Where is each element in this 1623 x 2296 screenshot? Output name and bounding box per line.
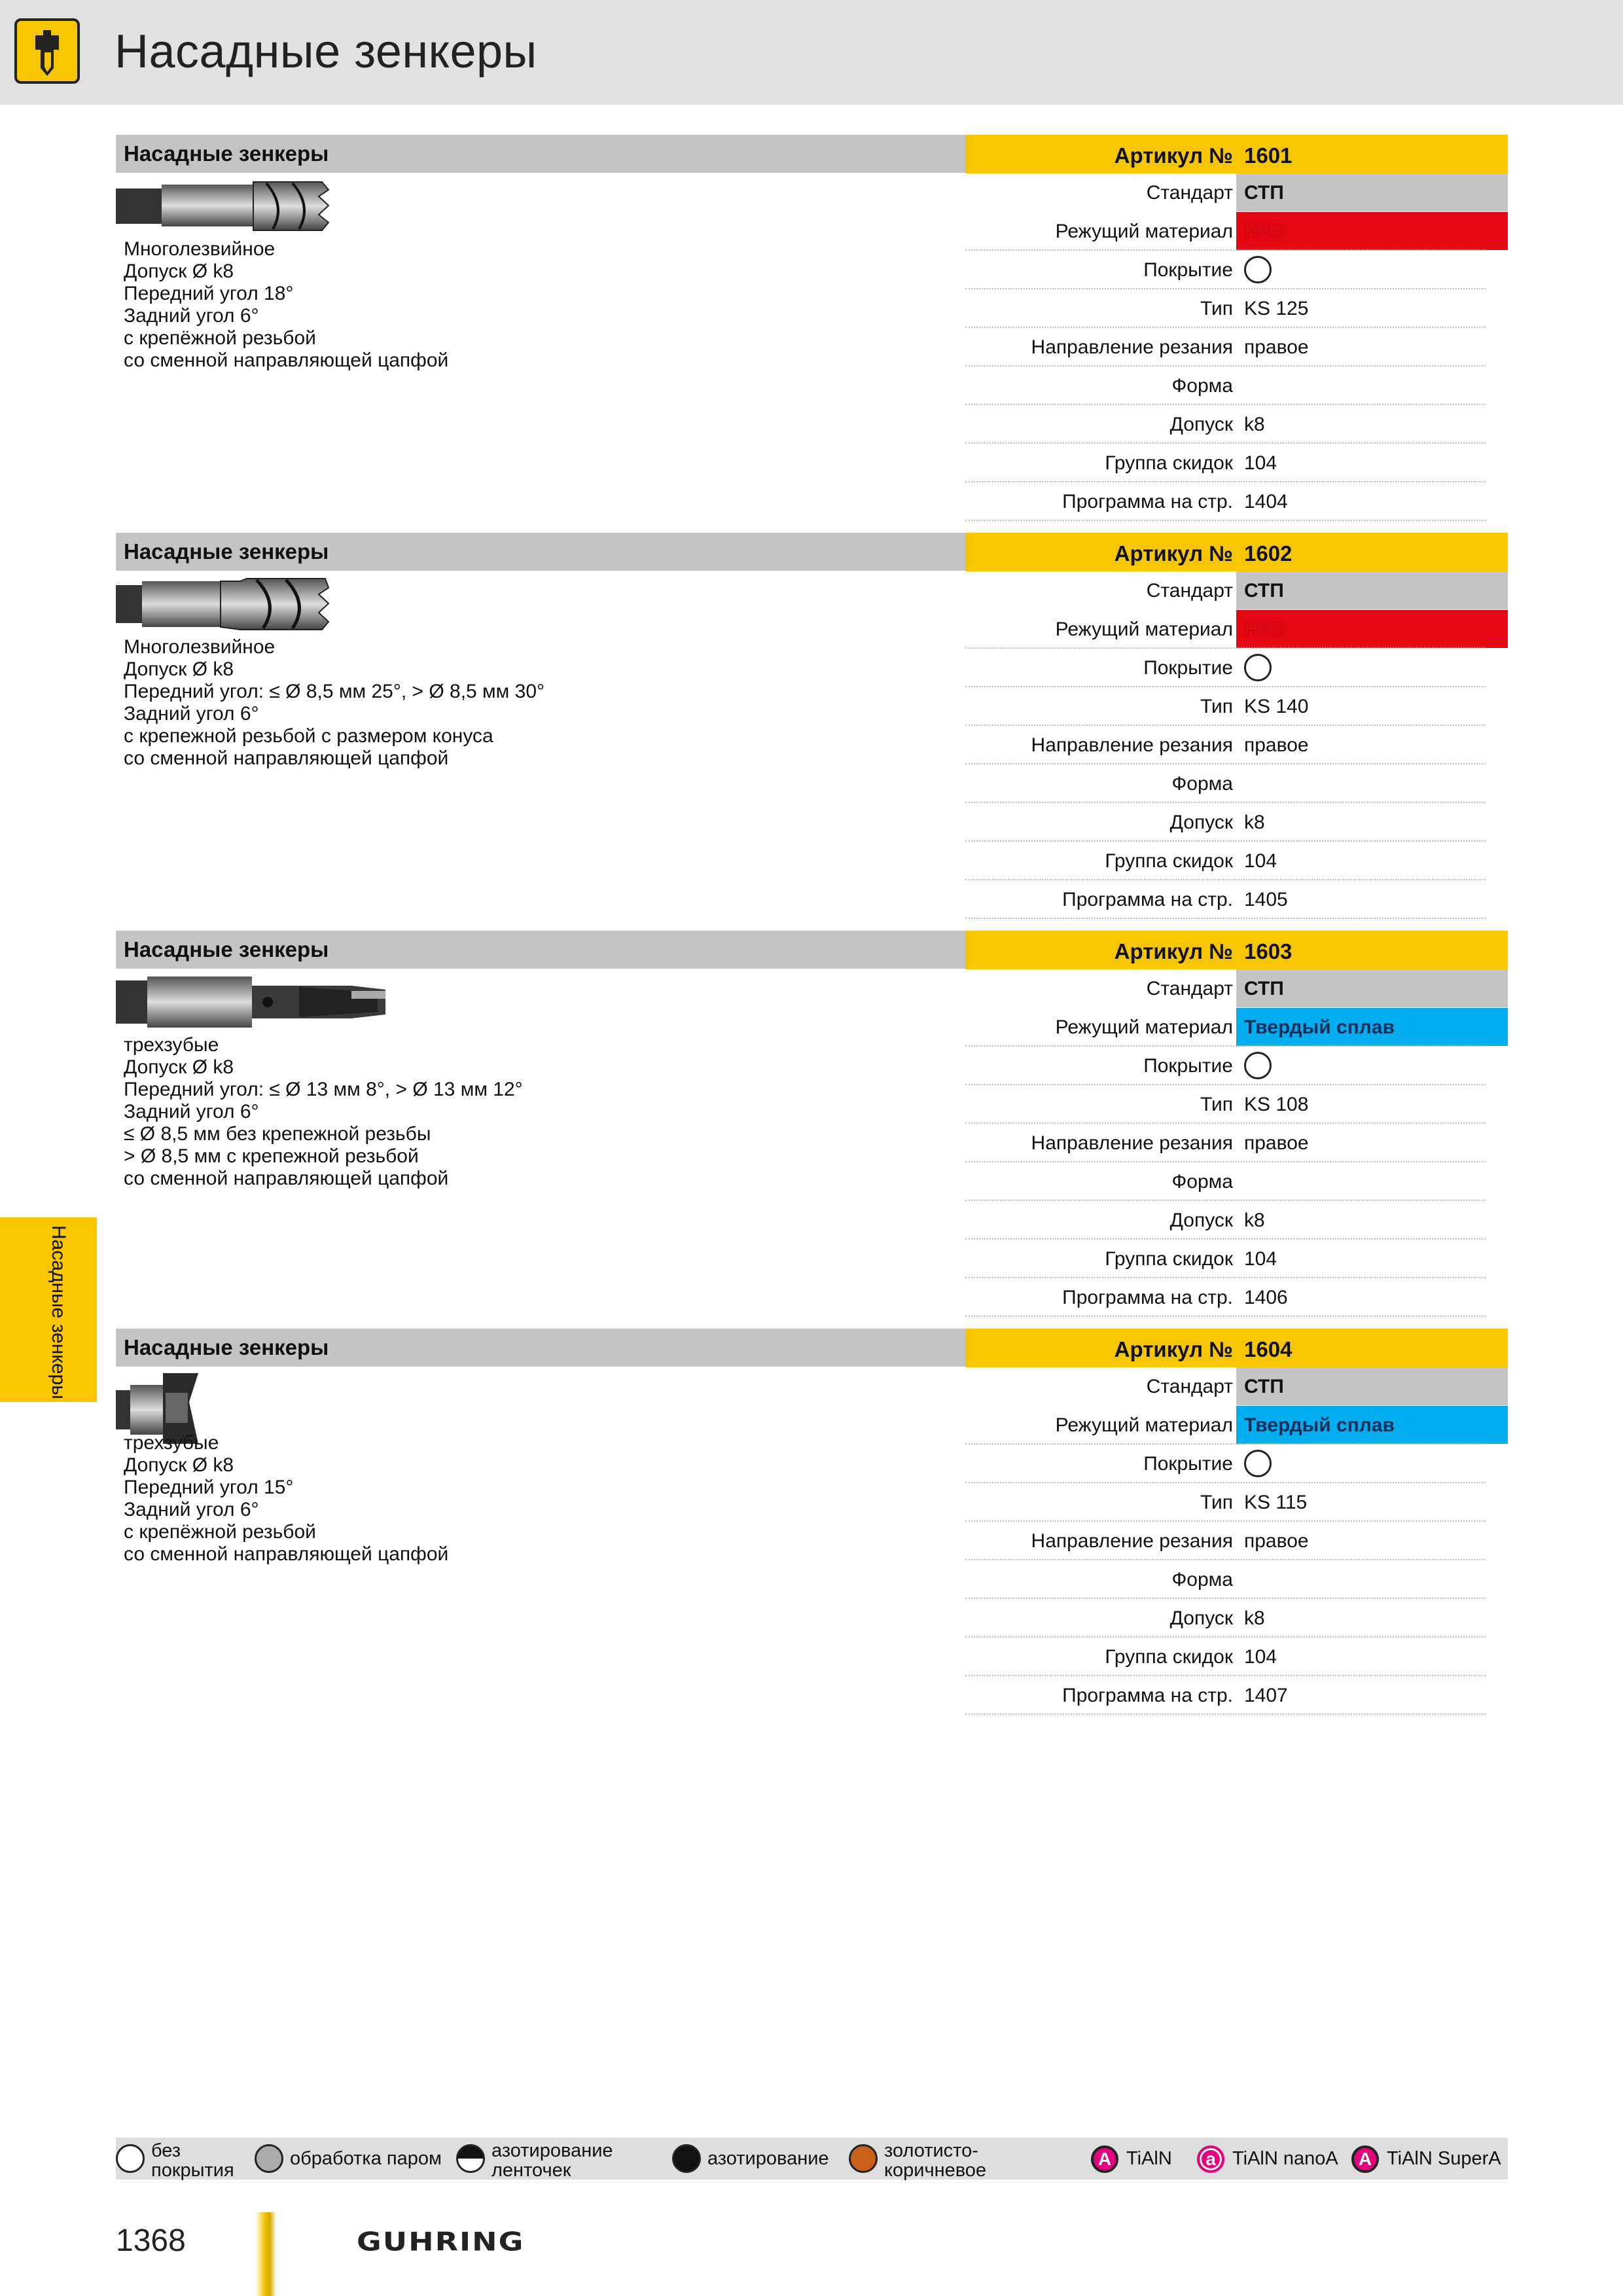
tialn-badge-icon: A — [1091, 2145, 1118, 2173]
spec-table — [965, 135, 1508, 521]
spec-label: Допуск — [1169, 812, 1233, 833]
spec-value — [1236, 1560, 1508, 1598]
program-page-link[interactable]: 1406 — [1244, 1287, 1288, 1308]
desc-line: Допуск Ø k8 — [124, 1056, 234, 1078]
product-description — [124, 238, 448, 372]
spec-label: Стандарт — [1146, 978, 1233, 999]
legend-label: азотирование — [707, 2148, 829, 2169]
spec-value — [1236, 649, 1508, 687]
countersink-logo-icon — [14, 18, 80, 84]
desc-line: Допуск Ø k8 — [124, 658, 234, 680]
spec-row-material — [965, 1008, 1508, 1047]
spec-value — [1236, 1444, 1508, 1482]
spec-value: СТП — [1236, 571, 1508, 609]
section-heading-bar — [116, 1329, 965, 1367]
spec-row-type — [965, 1483, 1508, 1522]
spec-label: Стандарт — [1146, 580, 1233, 601]
desc-line: Передний угол 15° — [124, 1477, 294, 1498]
spec-label: Форма — [1171, 773, 1233, 795]
spec-label: Артикул № — [1114, 1337, 1233, 1361]
desc-line: со сменной направляющей цапфой — [124, 747, 449, 769]
spec-row-article — [965, 135, 1508, 173]
page-header — [0, 0, 1623, 105]
spec-row-form — [965, 764, 1508, 803]
spec-label: Программа на стр. — [1062, 491, 1233, 512]
spec-value: KS 115 — [1244, 1492, 1308, 1513]
spec-row-form — [965, 367, 1508, 405]
desc-line: с крепёжной резьбой — [124, 1521, 316, 1543]
spec-row-material — [965, 610, 1508, 649]
spec-value: k8 — [1244, 812, 1265, 833]
spec-row-type — [965, 289, 1508, 328]
spec-row-tolerance — [965, 803, 1508, 842]
spec-value: 104 — [1244, 452, 1277, 474]
spec-label: Программа на стр. — [1062, 1287, 1233, 1308]
spec-row-standard — [965, 969, 1508, 1008]
desc-line: Многолезвийное — [124, 636, 276, 658]
spec-row-standard — [965, 571, 1508, 610]
spec-value: правое — [1244, 734, 1309, 756]
product-description — [124, 1034, 523, 1190]
desc-line: Допуск Ø k8 — [124, 1454, 234, 1476]
filled-circle-icon — [672, 2144, 701, 2173]
spec-label: Артикул № — [1114, 143, 1233, 168]
spec-label: Тип — [1200, 696, 1233, 717]
countersink-tool-image — [116, 575, 332, 634]
section-heading-bar — [116, 533, 965, 571]
spec-row-article — [965, 1329, 1508, 1367]
material-badge: HSS — [1236, 610, 1508, 648]
section-heading-bar — [116, 135, 965, 173]
half-filled-circle-icon — [456, 2144, 485, 2173]
legend-label: коричневое — [884, 2160, 987, 2181]
countersink-tool-image — [116, 973, 391, 1031]
spec-label: Покрытие — [1143, 1055, 1233, 1077]
spec-value: правое — [1244, 336, 1309, 358]
uncoated-circle-icon — [116, 2144, 145, 2173]
spec-row-article — [965, 533, 1508, 571]
spec-label: Допуск — [1169, 1607, 1233, 1629]
spec-label: Направление резания — [1031, 1530, 1233, 1552]
desc-line: Задний угол 6° — [124, 1499, 259, 1520]
spec-row-material — [965, 212, 1508, 251]
spec-label: Допуск — [1169, 1210, 1233, 1231]
product-section-1601 — [116, 135, 1508, 534]
desc-line: Передний угол 18° — [124, 283, 294, 304]
article-number[interactable]: 1604 — [1244, 1337, 1293, 1361]
uncoated-circle-icon — [1244, 654, 1272, 681]
spec-row-tolerance — [965, 1201, 1508, 1240]
section-heading: Насадные зенкеры — [124, 141, 329, 166]
desc-line: трехзубые — [124, 1432, 219, 1454]
spec-value: k8 — [1244, 1210, 1265, 1231]
legend-label: TiAlN nanoA — [1232, 2148, 1338, 2169]
legend-label: ленточек — [491, 2160, 571, 2181]
spec-label: Программа на стр. — [1062, 1685, 1233, 1706]
article-number[interactable]: 1602 — [1244, 541, 1293, 565]
spec-row-coating — [965, 1047, 1508, 1085]
desc-line: со сменной направляющей цапфой — [124, 350, 449, 371]
spec-row-material — [965, 1406, 1508, 1444]
desc-line: со сменной направляющей цапфой — [124, 1543, 449, 1565]
spec-label: Допуск — [1169, 414, 1233, 435]
spec-label: Режущий материал — [1055, 1016, 1233, 1038]
desc-line: Задний угол 6° — [124, 703, 259, 725]
desc-line: Допуск Ø k8 — [124, 260, 234, 282]
spec-value — [1236, 1047, 1508, 1085]
spec-row-type — [965, 1085, 1508, 1124]
page-title: Насадные зенкеры — [115, 26, 537, 78]
spec-label: Артикул № — [1114, 541, 1233, 565]
spec-row-type — [965, 687, 1508, 726]
desc-line: Передний угол: ≤ Ø 8,5 мм 25°, > Ø 8,5 мм 30° — [124, 681, 545, 702]
spec-label: Группа скидок — [1105, 452, 1233, 474]
spec-row-coating — [965, 1444, 1508, 1483]
legend-label: без — [151, 2140, 181, 2161]
legend-label: азотирование — [491, 2140, 613, 2161]
spec-row-program — [965, 482, 1508, 521]
desc-line: со сменной направляющей цапфой — [124, 1168, 449, 1189]
uncoated-circle-icon — [1244, 1450, 1272, 1477]
spec-label: Покрытие — [1143, 1453, 1233, 1475]
spec-row-direction — [965, 1522, 1508, 1560]
spec-value — [1236, 251, 1508, 289]
spec-label: Направление резания — [1031, 336, 1233, 358]
desc-line: Многолезвийное — [124, 238, 276, 260]
product-description — [124, 1432, 448, 1566]
spec-value — [1236, 1162, 1508, 1200]
spec-label: Стандарт — [1146, 182, 1233, 204]
desc-line: > Ø 8,5 мм с крепежной резьбой — [124, 1145, 419, 1167]
spec-value — [1236, 764, 1508, 802]
spec-value: СТП — [1236, 969, 1508, 1007]
spec-row-direction — [965, 1124, 1508, 1162]
desc-line: Задний угол 6° — [124, 1101, 259, 1122]
legend-label: покрытия — [151, 2160, 234, 2181]
spec-table — [965, 533, 1508, 919]
spec-value: KS 108 — [1244, 1094, 1309, 1115]
spec-row-discount — [965, 842, 1508, 880]
page-number: 1368 — [116, 2223, 186, 2258]
brand-logo: GUHRING — [357, 2227, 525, 2257]
footer-stripe — [255, 2212, 276, 2296]
spec-row-program — [965, 1676, 1508, 1715]
spec-row-direction — [965, 328, 1508, 367]
desc-line: Передний угол: ≤ Ø 13 мм 8°, > Ø 13 мм 12° — [124, 1079, 523, 1100]
spec-row-article — [965, 931, 1508, 969]
spec-label: Тип — [1200, 298, 1233, 319]
spec-value: KS 140 — [1244, 696, 1309, 717]
spec-label: Направление резания — [1031, 734, 1233, 756]
spec-value: 104 — [1244, 1248, 1277, 1270]
desc-line: Задний угол 6° — [124, 305, 259, 327]
program-page-link[interactable]: 1407 — [1244, 1685, 1288, 1706]
spec-row-standard — [965, 173, 1508, 212]
spec-label: Тип — [1200, 1094, 1233, 1115]
program-page-link[interactable]: 1404 — [1244, 491, 1288, 512]
desc-line: с крепежной резьбой с размером конуса — [124, 725, 493, 747]
countersink-tool-image — [116, 177, 332, 236]
tialn-super-badge-icon: A — [1351, 2145, 1379, 2173]
spec-label: Группа скидок — [1105, 1248, 1233, 1270]
desc-line: трехзубые — [124, 1034, 219, 1056]
side-section-tab[interactable] — [0, 1217, 97, 1402]
spec-label: Форма — [1171, 1569, 1233, 1590]
legend-label: TiAlN SuperA — [1387, 2148, 1501, 2169]
coating-legend — [116, 2138, 1508, 2179]
spec-label: Тип — [1200, 1492, 1233, 1513]
gold-brown-circle-icon — [849, 2144, 878, 2173]
legend-label: обработка паром — [290, 2148, 442, 2169]
spec-row-coating — [965, 251, 1508, 289]
section-heading: Насадные зенкеры — [124, 1335, 329, 1359]
spec-label: Направление резания — [1031, 1132, 1233, 1154]
spec-row-coating — [965, 649, 1508, 687]
spec-table — [965, 931, 1508, 1317]
uncoated-circle-icon — [1244, 256, 1272, 283]
spec-label: Группа скидок — [1105, 1646, 1233, 1668]
spec-row-form — [965, 1560, 1508, 1599]
spec-row-discount — [965, 1638, 1508, 1676]
product-description — [124, 636, 544, 770]
desc-line: с крепёжной резьбой — [124, 327, 316, 349]
spec-row-tolerance — [965, 405, 1508, 444]
section-heading: Насадные зенкеры — [124, 937, 329, 961]
spec-row-program — [965, 880, 1508, 919]
spec-value: СТП — [1236, 173, 1508, 211]
section-heading: Насадные зенкеры — [124, 539, 329, 564]
spec-value — [1236, 367, 1508, 404]
spec-label: Форма — [1171, 1171, 1233, 1193]
article-number[interactable]: 1603 — [1244, 939, 1293, 963]
uncoated-circle-icon — [1244, 1052, 1272, 1079]
steam-treated-circle-icon — [255, 2144, 283, 2173]
side-tab-label: Насадные зенкеры — [48, 1225, 69, 1399]
spec-label: Артикул № — [1114, 939, 1233, 963]
desc-line: ≤ Ø 8,5 мм без крепежной резьбы — [124, 1123, 431, 1145]
spec-row-form — [965, 1162, 1508, 1201]
spec-label: Режущий материал — [1055, 1414, 1233, 1436]
spec-value: k8 — [1244, 1607, 1265, 1629]
spec-label: Группа скидок — [1105, 850, 1233, 872]
spec-label: Режущий материал — [1055, 619, 1233, 640]
article-number[interactable]: 1601 — [1244, 143, 1293, 168]
spec-row-discount — [965, 444, 1508, 482]
product-section-1604 — [116, 1329, 1508, 1728]
spec-value: 104 — [1244, 850, 1277, 872]
material-badge: Твердый сплав — [1236, 1406, 1508, 1444]
spec-row-tolerance — [965, 1599, 1508, 1638]
material-badge: Твердый сплав — [1236, 1008, 1508, 1046]
spec-table — [965, 1329, 1508, 1715]
tialn-nano-badge-icon: a — [1197, 2145, 1224, 2173]
spec-value: правое — [1244, 1530, 1309, 1552]
spec-label: Режущий материал — [1055, 221, 1233, 242]
spec-value: 104 — [1244, 1646, 1277, 1668]
spec-value: k8 — [1244, 414, 1265, 435]
spec-label: Стандарт — [1146, 1376, 1233, 1397]
section-heading-bar — [116, 931, 965, 969]
spec-row-discount — [965, 1240, 1508, 1278]
spec-label: Покрытие — [1143, 259, 1233, 281]
spec-value: KS 125 — [1244, 298, 1309, 319]
spec-label: Программа на стр. — [1062, 889, 1233, 910]
spec-value: правое — [1244, 1132, 1309, 1154]
legend-label: золотисто- — [884, 2140, 978, 2161]
legend-label: TiAlN — [1126, 2148, 1172, 2169]
spec-row-program — [965, 1278, 1508, 1317]
spec-row-direction — [965, 726, 1508, 764]
spec-row-standard — [965, 1367, 1508, 1406]
material-badge: HSS — [1236, 212, 1508, 250]
product-section-1603 — [116, 931, 1508, 1330]
spec-label: Покрытие — [1143, 657, 1233, 679]
spec-value: СТП — [1236, 1367, 1508, 1405]
program-page-link[interactable]: 1405 — [1244, 889, 1288, 910]
product-section-1602 — [116, 533, 1508, 932]
spec-label: Форма — [1171, 375, 1233, 397]
